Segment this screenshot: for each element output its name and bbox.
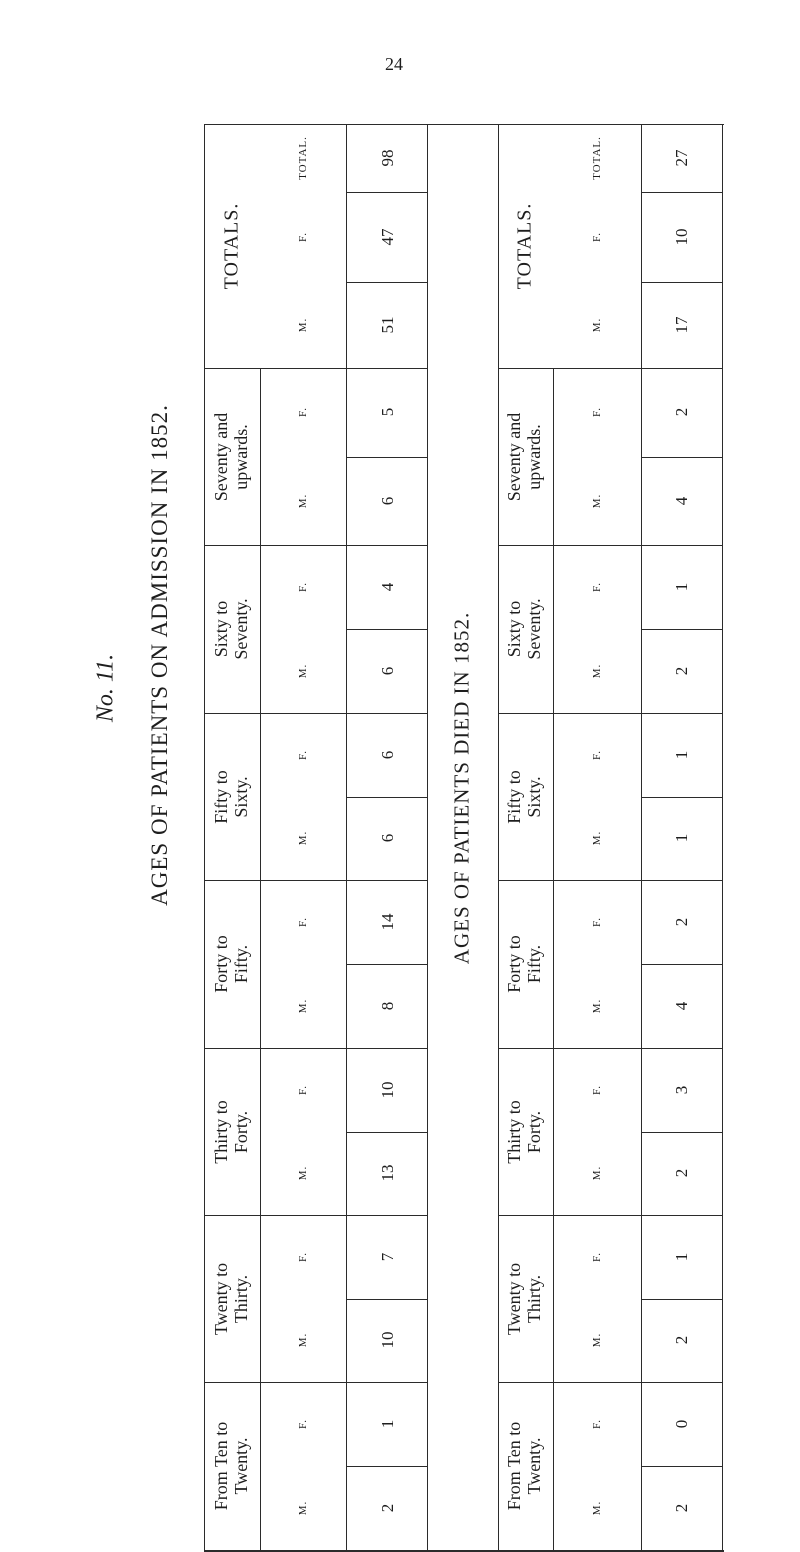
age-band-label-line: From Ten to	[211, 1421, 232, 1511]
band-divider	[498, 1382, 722, 1383]
female-count: 1	[672, 1252, 691, 1261]
female-count: 1	[672, 582, 691, 592]
male-count: 2	[672, 666, 691, 676]
male-header: M.	[297, 1332, 309, 1348]
male-count: 4	[672, 1001, 691, 1011]
age-band-label	[505, 935, 545, 993]
age-band-label-line: Seventy.	[231, 598, 251, 660]
totals-female-header: F.	[591, 232, 603, 242]
age-band-label	[212, 598, 252, 659]
band-divider	[498, 880, 722, 881]
age-band-label-line: Forty to	[211, 935, 232, 993]
age-band-label	[505, 598, 545, 659]
totals-female-value: 47	[378, 228, 397, 246]
female-header: F.	[297, 407, 309, 418]
band-mf-divider	[346, 1466, 427, 1467]
totals-subdivider	[346, 282, 427, 283]
totals-label: TOTALS.	[513, 202, 536, 290]
table-number: No. 11.	[92, 653, 119, 723]
outer-right-rule	[722, 124, 723, 1551]
band-mf-divider	[641, 797, 722, 798]
band-mf-divider	[346, 629, 427, 630]
female-header: F.	[297, 917, 309, 927]
band-divider	[204, 545, 427, 546]
age-band-label	[505, 412, 545, 500]
band-divider	[204, 1048, 427, 1049]
male-header: M.	[591, 998, 603, 1014]
band-mf-divider	[346, 1299, 427, 1300]
band-mf-divider	[346, 964, 427, 965]
grand-total-value: 27	[672, 149, 691, 167]
band-mf-divider	[346, 797, 427, 798]
female-count: 7	[378, 1252, 397, 1261]
age-band-label-line: upwards.	[524, 423, 544, 490]
female-count: 5	[378, 408, 397, 417]
inner-middle-rule	[498, 124, 499, 1551]
totals-male-value: 17	[672, 316, 691, 334]
female-header: F.	[591, 1084, 603, 1095]
male-header: M.	[297, 830, 309, 846]
male-header: M.	[591, 493, 603, 509]
male-header: M.	[591, 663, 603, 679]
band-divider	[204, 1382, 427, 1383]
age-band-label-line: Seventy and	[504, 412, 525, 501]
male-count: 4	[672, 496, 691, 505]
age-band-label	[505, 1422, 545, 1510]
band-mf-divider	[641, 629, 722, 630]
female-header: F.	[297, 582, 309, 592]
totals-male-header: M.	[591, 317, 603, 333]
band-divider	[498, 1048, 722, 1049]
age-band-label-line: Sixty.	[524, 775, 544, 818]
band-mf-divider	[641, 1466, 722, 1467]
female-header: F.	[297, 1251, 309, 1262]
age-band-label	[505, 770, 545, 824]
male-header: M.	[591, 1165, 603, 1181]
totals-female-header: F.	[297, 232, 309, 242]
female-header: F.	[297, 1419, 309, 1429]
age-band-label-line: Twenty.	[231, 1437, 251, 1495]
age-band-label-line: Thirty.	[231, 1274, 251, 1323]
male-header: M.	[297, 1500, 309, 1516]
male-header: M.	[297, 1165, 309, 1181]
male-count: 6	[378, 496, 397, 505]
female-header: F.	[591, 1419, 603, 1429]
age-band-label-line: Thirty to	[211, 1099, 232, 1164]
male-header: M.	[297, 663, 309, 679]
band-divider	[204, 368, 427, 369]
male-count: 2	[672, 1503, 691, 1513]
page-number: 24	[385, 54, 403, 74]
female-header: F.	[591, 917, 603, 927]
female-count: 14	[378, 913, 397, 931]
age-band-label	[505, 1100, 545, 1164]
label-column-rule	[260, 368, 261, 1550]
male-count: 10	[378, 1331, 397, 1349]
female-header: F.	[297, 749, 309, 760]
age-band-label	[212, 1262, 252, 1334]
male-header: M.	[591, 830, 603, 846]
totals-subdivider	[641, 282, 722, 283]
band-mf-divider	[641, 1299, 722, 1300]
totals-total-header: TOTAL.	[591, 136, 603, 180]
totals-total-header: TOTAL.	[297, 136, 309, 180]
outer-left-rule	[204, 124, 205, 1551]
totals-male-header: M.	[297, 317, 309, 333]
age-band-label-line: Fifty.	[231, 944, 251, 984]
age-band-label-line: Forty.	[231, 1110, 251, 1153]
male-count: 13	[378, 1164, 397, 1182]
female-header: F.	[591, 407, 603, 418]
age-band-label	[212, 1100, 252, 1164]
totals-male-value: 51	[378, 316, 397, 334]
age-band-label-line: Fifty to	[211, 769, 232, 824]
band-mf-divider	[641, 1132, 722, 1133]
age-band-label-line: Thirty.	[524, 1274, 544, 1323]
age-band-label	[505, 1262, 545, 1334]
label-column-rule	[553, 368, 554, 1550]
age-band-label-line: Sixty.	[231, 775, 251, 818]
female-count: 1	[378, 1419, 397, 1429]
male-header: M.	[591, 1500, 603, 1516]
female-count: 10	[378, 1081, 397, 1099]
outer-middle-rule	[427, 124, 428, 1551]
value-column-rule	[641, 124, 642, 1550]
female-header: F.	[591, 749, 603, 760]
band-divider	[204, 713, 427, 714]
female-count: 4	[378, 582, 397, 592]
band-divider	[498, 545, 722, 546]
female-count: 2	[672, 917, 691, 927]
totals-label: TOTALS.	[220, 202, 243, 290]
age-band-label	[212, 1422, 252, 1510]
age-band-label-line: Thirty to	[504, 1099, 525, 1164]
male-header: M.	[297, 998, 309, 1014]
male-header: M.	[297, 493, 309, 509]
age-band-label-line: Seventy.	[524, 598, 544, 660]
female-count: 3	[672, 1085, 691, 1094]
female-header: F.	[297, 1084, 309, 1095]
band-mf-divider	[641, 457, 722, 458]
male-count: 2	[378, 1503, 397, 1513]
female-count: 6	[378, 750, 397, 759]
female-count: 1	[672, 750, 691, 759]
band-divider	[204, 1215, 427, 1216]
male-count: 6	[378, 666, 397, 676]
totals-female-value: 10	[672, 228, 691, 246]
age-band-label	[212, 935, 252, 993]
male-count: 2	[672, 1336, 691, 1345]
top-rule	[204, 124, 724, 125]
admission-table-title: AGES OF PATIENTS ON ADMISSION IN 1852.	[147, 404, 172, 906]
age-band-label-line: Sixty to	[504, 600, 525, 658]
band-mf-divider	[346, 457, 427, 458]
band-mf-divider	[641, 964, 722, 965]
male-count: 1	[672, 834, 691, 843]
male-count: 6	[378, 834, 397, 843]
age-band-label-line: Fifty.	[524, 944, 544, 984]
age-band-label-line: Twenty to	[211, 1262, 232, 1335]
age-band-label-line: Twenty to	[504, 1262, 525, 1335]
male-header: M.	[591, 1332, 603, 1348]
band-divider	[498, 713, 722, 714]
age-band-label-line: upwards.	[231, 423, 251, 490]
age-band-label-line: Seventy and	[211, 412, 232, 501]
age-band-label-line: Forty.	[524, 1110, 544, 1153]
band-divider	[498, 368, 722, 369]
band-divider	[498, 1215, 722, 1216]
male-count: 2	[672, 1169, 691, 1178]
age-band-label-line: Sixty to	[211, 600, 232, 658]
totals-subdivider	[641, 192, 722, 193]
age-band-label-line: Fifty to	[504, 769, 525, 824]
band-divider	[204, 880, 427, 881]
died-table-title: AGES OF PATIENTS DIED IN 1852.	[449, 611, 474, 965]
totals-subdivider	[346, 192, 427, 193]
grand-total-value: 98	[378, 149, 397, 167]
female-header: F.	[591, 1251, 603, 1262]
value-column-rule	[346, 124, 347, 1550]
age-band-label	[212, 412, 252, 500]
age-band-label-line: Forty to	[504, 935, 525, 993]
age-band-label	[212, 770, 252, 824]
female-header: F.	[591, 582, 603, 592]
age-band-label-line: From Ten to	[504, 1421, 525, 1511]
male-count: 8	[378, 1001, 397, 1011]
band-mf-divider	[346, 1132, 427, 1133]
female-count: 0	[672, 1419, 691, 1429]
age-band-label-line: Twenty.	[524, 1437, 544, 1495]
female-count: 2	[672, 408, 691, 417]
